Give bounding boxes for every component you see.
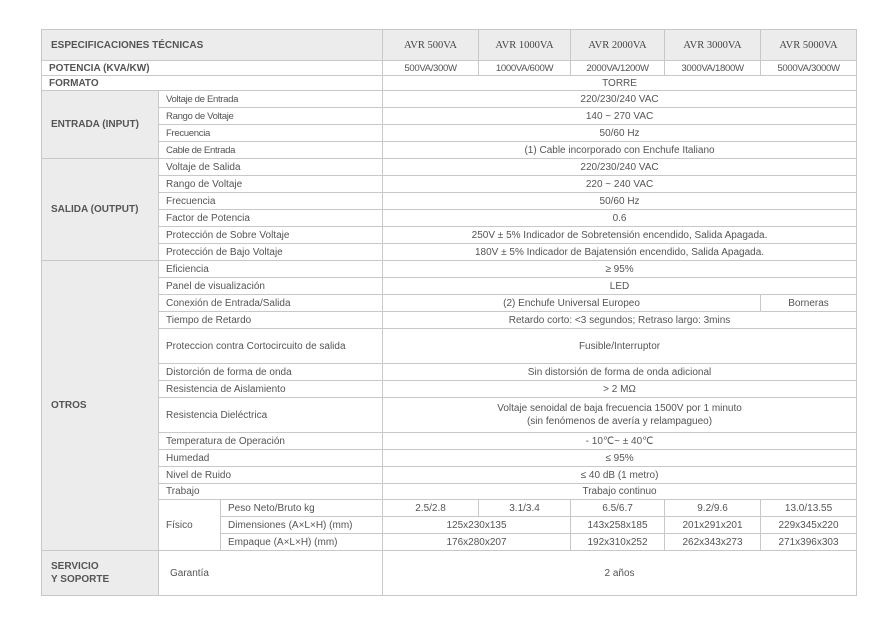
- cell-value: 140 ~ 270 VAC: [383, 108, 857, 125]
- table-row: [42, 364, 857, 381]
- cell-value: 6.5/6.7: [571, 500, 665, 517]
- table-row: [42, 261, 857, 278]
- cell-value: 1000VA/600W: [479, 61, 571, 76]
- cell-value: 50/60 Hz: [383, 193, 857, 210]
- model-header: AVR 1000VA: [479, 30, 571, 61]
- potencia-label: POTENCIA (KVA/KW): [42, 61, 383, 76]
- row-label: Protección de Bajo Voltaje: [159, 244, 383, 261]
- dielectrica-line1: Voltaje senoidal de baja frecuencia 1500V por 1 minuto: [497, 403, 742, 414]
- model-header: AVR 5000VA: [761, 30, 857, 61]
- cell-value: Borneras: [761, 295, 857, 312]
- table-row: [42, 551, 857, 596]
- row-label: Conexión de Entrada/Salida: [159, 295, 383, 312]
- cell-value: Fusible/Interruptor: [383, 329, 857, 364]
- fisico-label: Físico: [159, 500, 221, 551]
- table-row: [42, 176, 857, 193]
- cell-value: 2 años: [383, 551, 857, 596]
- group-salida: SALIDA (OUTPUT): [42, 159, 159, 261]
- servicio-line1: SERVICIO: [51, 561, 99, 572]
- cell-value: - 10℃~ ± 40℃: [383, 433, 857, 450]
- table-row: [42, 398, 857, 433]
- cell-value: 0.6: [383, 210, 857, 227]
- specifications-table: [41, 29, 857, 596]
- cell-value: 201x291x201: [665, 517, 761, 534]
- table-row: [42, 210, 857, 227]
- cell-value: 13.0/13.55: [761, 500, 857, 517]
- row-label: Temperatura de Operación: [159, 433, 383, 450]
- row-label: Peso Neto/Bruto kg: [221, 500, 383, 517]
- cell-value: 220 ~ 240 VAC: [383, 176, 857, 193]
- cell-value: 2.5/2.8: [383, 500, 479, 517]
- row-label: Nivel de Ruido: [159, 467, 383, 484]
- cell-value: 2000VA/1200W: [571, 61, 665, 76]
- table-row: [42, 381, 857, 398]
- cell-value: 3.1/3.4: [479, 500, 571, 517]
- group-entrada: ENTRADA (INPUT): [42, 91, 159, 159]
- cell-value: ≥ 95%: [383, 261, 857, 278]
- table-row: [42, 142, 857, 159]
- table-row: [42, 500, 857, 517]
- dielectrica-line2: (sin fenómenos de avería y relampagueo): [526, 416, 713, 427]
- row-label: Empaque (A×L×H) (mm): [221, 534, 383, 551]
- table-row: [42, 433, 857, 450]
- cell-value: 262x343x273: [665, 534, 761, 551]
- table-row: [42, 329, 857, 364]
- table-row: [42, 125, 857, 142]
- cell-value: ≤ 40 dB (1 metro): [383, 467, 857, 484]
- row-label: Trabajo: [159, 484, 383, 500]
- cell-value: 3000VA/1800W: [665, 61, 761, 76]
- header-row: [42, 30, 857, 61]
- cell-value: 500VA/300W: [383, 61, 479, 76]
- row-label: Resistencia Dieléctrica: [159, 398, 383, 433]
- table-row: [42, 91, 857, 108]
- row-label: Cable de Entrada: [159, 142, 383, 159]
- cell-value: 220/230/240 VAC: [383, 159, 857, 176]
- cell-value: Sin distorsión de forma de onda adicional: [383, 364, 857, 381]
- table-row: [42, 244, 857, 261]
- cell-value: 176x280x207: [383, 534, 571, 551]
- row-label: Eficiencia: [159, 261, 383, 278]
- servicio-line2: Y SOPORTE: [51, 574, 110, 585]
- table-row: [42, 159, 857, 176]
- group-servicio: [42, 551, 159, 596]
- row-label: Rango de Voltaje: [159, 108, 383, 125]
- cell-value: (2) Enchufe Universal Europeo: [383, 295, 761, 312]
- cell-value: 9.2/9.6: [665, 500, 761, 517]
- cell-value: (1) Cable incorporado con Enchufe Italiano: [383, 142, 857, 159]
- cell-value: 50/60 Hz: [383, 125, 857, 142]
- table-row: [42, 295, 857, 312]
- group-otros: OTROS: [42, 261, 159, 551]
- cell-value: LED: [383, 278, 857, 295]
- row-label: Frecuencia: [159, 193, 383, 210]
- row-label: Voltaje de Entrada: [159, 91, 383, 108]
- cell-value: 143x258x185: [571, 517, 665, 534]
- row-label: Dimensiones (A×L×H) (mm): [221, 517, 383, 534]
- table-row: [42, 108, 857, 125]
- table-row: [42, 278, 857, 295]
- table-row: [42, 484, 857, 500]
- row-label: Protección de Sobre Voltaje: [159, 227, 383, 244]
- table-title: ESPECIFICACIONES TÉCNICAS: [42, 30, 383, 61]
- row-label: Rango de Voltaje: [159, 176, 383, 193]
- cell-value: > 2 MΩ: [383, 381, 857, 398]
- row-label: Proteccion contra Cortocircuito de salida: [159, 329, 383, 364]
- table-row: [42, 61, 857, 76]
- cell-value: 125x230x135: [383, 517, 571, 534]
- table-row: [42, 450, 857, 467]
- table-row: [42, 467, 857, 484]
- model-header: AVR 3000VA: [665, 30, 761, 61]
- row-label: Tiempo de Retardo: [159, 312, 383, 329]
- row-label: Distorción de forma de onda: [159, 364, 383, 381]
- cell-value: 180V ± 5% Indicador de Bajatensión encendido, Salida Apagada.: [383, 244, 857, 261]
- model-header: AVR 500VA: [383, 30, 479, 61]
- cell-value: Trabajo continuo: [383, 484, 857, 500]
- model-header: AVR 2000VA: [571, 30, 665, 61]
- cell-value: 220/230/240 VAC: [383, 91, 857, 108]
- cell-value: 229x345x220: [761, 517, 857, 534]
- row-label: Frecuencia: [159, 125, 383, 142]
- row-label: Voltaje de Salida: [159, 159, 383, 176]
- cell-value: 5000VA/3000W: [761, 61, 857, 76]
- cell-value: [383, 398, 857, 433]
- table-row: [42, 312, 857, 329]
- row-label: Garantía: [159, 551, 383, 596]
- table-row: [42, 227, 857, 244]
- row-label: Resistencia de Aislamiento: [159, 381, 383, 398]
- row-label: Factor de Potencia: [159, 210, 383, 227]
- cell-value: 271x396x303: [761, 534, 857, 551]
- cell-value: ≤ 95%: [383, 450, 857, 467]
- cell-value: 250V ± 5% Indicador de Sobretensión encendido, Salida Apagada.: [383, 227, 857, 244]
- table-row: [42, 76, 857, 91]
- row-label: Panel de visualización: [159, 278, 383, 295]
- cell-value: TORRE: [383, 76, 857, 91]
- row-label: Humedad: [159, 450, 383, 467]
- formato-label: FORMATO: [42, 76, 383, 91]
- cell-value: Retardo corto: <3 segundos; Retraso largo: 3mins: [383, 312, 857, 329]
- table-row: [42, 193, 857, 210]
- cell-value: 192x310x252: [571, 534, 665, 551]
